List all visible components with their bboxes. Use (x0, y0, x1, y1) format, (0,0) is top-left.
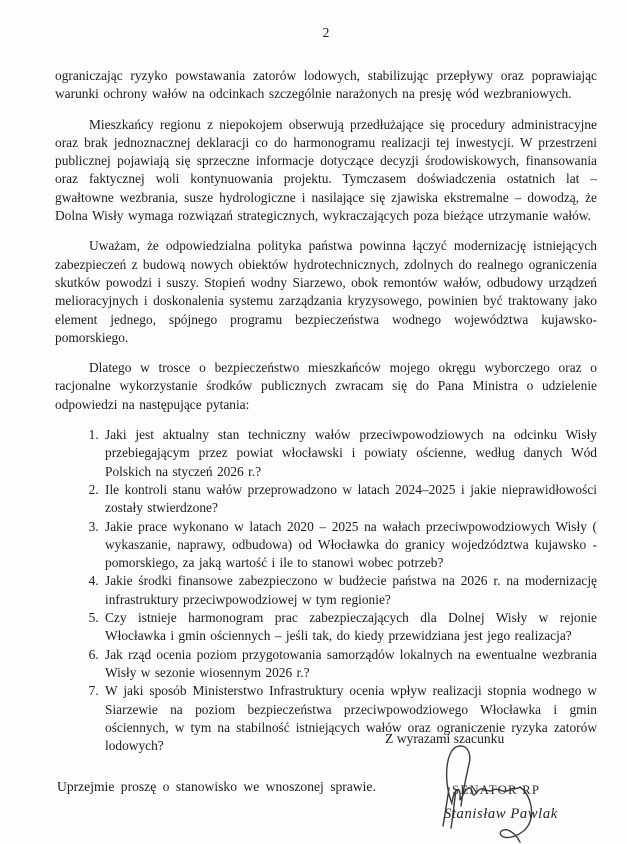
question-item-6: 6. Jak rząd ocenia poziom przygotowania samorządów lokalnych na ewentualne wezbrania Wisły w sezonie wiosennym 2026 r.? (103, 646, 597, 683)
closing-request: Uprzejmie proszę o stanowisko we wnoszonej sprawie. (57, 779, 376, 795)
question-item-4: 4. Jakie środki finansowe zabezpieczono w budżecie państwa na 2026 r. na modernizację infrastruktury przeciwpowodziowej w tym regionie? (103, 572, 597, 609)
page-number: 2 (322, 25, 330, 40)
question-item-2: 2. Ile kontroli stanu wałów przeprowadzono w latach 2024–2025 i jakie nieprawidłowości zostały stwierdzone? (103, 481, 597, 518)
question-item-3: 3. Jakie prace wykonano w latach 2020 – 2025 na wałach przeciwpowodziowych Wisły ( wykaszanie, naprawy, odbudowa) od Włocławka do granicy wojedzództwa kujawsko - pomorskiego, za jaką wartość i ile to stanowi wobec potrzeb? (103, 518, 597, 573)
body-paragraph-1: ograniczając ryzyko powstawania zatorów lodowych, stabilizując przepływy oraz poprawiając warunki ochrony wałów na odcinkach szczególnie narażonych na presję wód wezbraniowych. (55, 68, 597, 102)
signer-name: Stanisław Pawlak (444, 806, 558, 822)
body-paragraph-4: Dlatego w trosce o bezpieczeństwo mieszkańców mojego okręgu wyborczego oraz o racjonalne wykorzystanie środków publicznych zwracam się do Pana Ministra o udzielenie odpowiedzi na następujące pytania: (55, 360, 597, 412)
signer-title: SENATOR RP (452, 783, 541, 797)
letter-body (55, 0, 597, 795)
questions-list (55, 426, 597, 755)
question-item-1: 1. Jaki jest aktualny stan techniczny wałów przeciwpowodziowych na odcinku Wisły przebiegającym przez powiat włocławski i powiaty ościenne, według danych Wód Polskich na styczeń 2026 r.? (103, 426, 597, 481)
salutation: Z wyrazami szacunku (385, 731, 505, 746)
body-paragraph-2: Mieszkańcy regionu z niepokojem obserwują przedłużające się procedury administracyjne oraz brak jednoznacznej deklaracji co do harmonogramu realizacji tej inwestycji. W przestrzeni publicznej pojawiają się sprzeczne informacje dotyczące decyzji środowiskowych, finansowania oraz faktycznej woli kontynuowania projektu. Tymczasem doświadczenia ostatnich lat – gwałtowne wezbrania, susze hydrologiczne i nasilające się zjawiska ekstremalne – dowodzą, że Dolna Wisły wymaga rozwiązań strategicznych, wykraczających poza bieżące utrzymanie wałów. (55, 116, 597, 224)
body-paragraph-3: Uważam, że odpowiedzialna polityka państwa powinna łączyć modernizację istniejących zabezpieczeń z budową nowych obiektów hydrotechnicznych, zdolnych do realnego ograniczenia skutków powodzi i suszy. Stopień wodny Siarzewo, obok remontów wałów, odbudowy urządzeń melioracyjnych i doskonalenia systemu zarządzania kryzysowego, powinien być traktowany jako element jednego, spójnego programu bezpieczeństwa wodnego województwa kujawsko-pomorskiego. (55, 238, 597, 345)
question-item-7: 7. W jaki sposób Ministerstwo Infrastruktury ocenia wpływ realizacji stopnia wodnego w Siarzewie na poziom bezpieczeństwa przeciwpowodziowego Włocławka i gmin ościennych, w tym na stabilność istniejących wałów oraz ograniczenie ryzyka zatorów lodowych? (103, 682, 597, 755)
question-item-5: 5. Czy istnieje harmonogram prac zabezpieczających dla Dolnej Wisły w rejonie Włocławka i gmin ościennych – jeśli tak, do kiedy przewidziana jest jego realizacja? (103, 609, 597, 646)
